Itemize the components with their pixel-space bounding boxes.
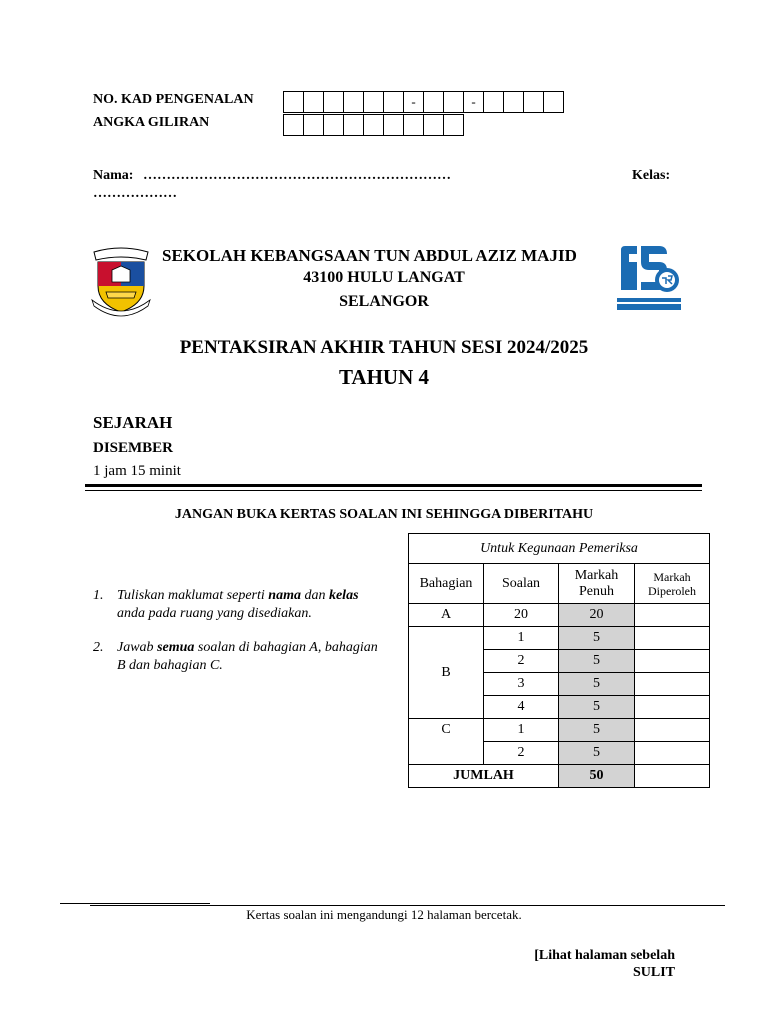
exam-year: TAHUN 4 (338, 365, 430, 389)
divider-thin (85, 490, 702, 491)
id-digit-box[interactable] (363, 91, 384, 113)
class-label: Kelas: (632, 168, 671, 183)
id-digit-box[interactable] (483, 91, 504, 113)
obtained-marks-cell[interactable] (635, 719, 710, 742)
examiner-marks-table (408, 533, 710, 788)
header-section: Bahagian (409, 564, 484, 604)
id-digit-box[interactable] (543, 91, 564, 113)
name-field[interactable] (93, 168, 451, 184)
obtained-marks-cell[interactable] (635, 650, 710, 673)
full-marks: 5 (559, 696, 635, 719)
question-number: 4 (484, 696, 559, 719)
id-digit-box[interactable] (443, 91, 464, 113)
full-marks: 5 (559, 742, 635, 765)
question-number: 1 (484, 719, 559, 742)
table-total-row (409, 765, 710, 788)
id-digit-box[interactable] (503, 91, 524, 113)
id-digit-box[interactable] (303, 91, 324, 113)
instruction-item (93, 587, 383, 623)
full-marks: 5 (559, 719, 635, 742)
question-number: 20 (484, 604, 559, 627)
instruction-number: 1. (93, 588, 104, 603)
instruction-text: anda pada ruang yang disediakan. (117, 606, 312, 621)
name-label: Nama: (93, 168, 134, 183)
school-name: SEKOLAH KEBANGSAAN TUN ABDUL AZIZ MAJID (162, 246, 577, 265)
full-marks: 5 (559, 650, 635, 673)
table-title: Untuk Kegunaan Pemeriksa (409, 534, 710, 564)
question-number: 2 (484, 650, 559, 673)
table-row (409, 627, 710, 650)
id-digit-box[interactable] (383, 91, 404, 113)
header-obtained-marks: Markah Diperoleh (635, 564, 710, 604)
instruction-bold: nama (268, 588, 301, 603)
section-c: C (409, 719, 484, 765)
instruction-bold: semua (157, 640, 195, 655)
header-full-marks: Markah Penuh (559, 564, 635, 604)
question-number: 1 (484, 627, 559, 650)
id-digit-box[interactable] (343, 114, 364, 136)
question-number: 2 (484, 742, 559, 765)
ic-number-boxes[interactable] (283, 91, 564, 113)
exam-duration: 1 jam 15 minit (93, 463, 181, 479)
instructions-list (93, 587, 383, 691)
obtained-marks-cell[interactable] (635, 604, 710, 627)
full-marks: 5 (559, 673, 635, 696)
roll-label: ANGKA GILIRAN (93, 115, 210, 130)
instruction-item (93, 639, 383, 675)
id-digit-box[interactable] (343, 91, 364, 113)
instruction-text: Tuliskan maklumat seperti (117, 588, 269, 603)
name-dots: ………………………………………………………… (142, 168, 451, 183)
id-digit-box[interactable] (383, 114, 404, 136)
instruction-bold: kelas (328, 588, 359, 603)
obtained-marks-cell[interactable] (635, 627, 710, 650)
obtained-marks-cell[interactable] (635, 742, 710, 765)
id-digit-box[interactable] (403, 114, 424, 136)
divider-thick (85, 484, 702, 487)
id-digit-box[interactable] (523, 91, 544, 113)
instruction-text: Jawab (117, 640, 158, 655)
section-a: A (409, 604, 484, 627)
table-row (409, 719, 710, 742)
school-state: SELANGOR (339, 293, 429, 310)
full-marks: 20 (559, 604, 635, 627)
footer-rule-left (60, 903, 210, 904)
roll-number-boxes[interactable] (283, 114, 464, 136)
next-page-note: [Lihat halaman sebelah (534, 948, 675, 963)
class-dots[interactable]: ……………… (93, 186, 177, 201)
classification-label: SULIT (632, 965, 675, 980)
obtained-marks-cell[interactable] (635, 673, 710, 696)
question-number: 3 (484, 673, 559, 696)
id-digit-box[interactable]: - (463, 91, 484, 113)
id-digit-box[interactable] (283, 91, 304, 113)
exam-title: PENTAKSIRAN AKHIR TAHUN SESI 2024/2025 (179, 337, 589, 358)
obtained-marks-cell[interactable] (635, 696, 710, 719)
total-value: 50 (559, 765, 635, 788)
school-postcode-town: 43100 HULU LANGAT (303, 269, 465, 286)
total-obtained-cell[interactable] (635, 765, 710, 788)
section-b: B (409, 627, 484, 719)
page-count-text: Kertas soalan ini mengandungi 12 halaman bercetak (246, 907, 519, 922)
instruction-text: dan (300, 588, 329, 603)
warning-text: JANGAN BUKA KERTAS SOALAN INI SEHINGGA DIBERITAHU (174, 507, 594, 522)
id-digit-box[interactable] (423, 91, 444, 113)
id-digit-box[interactable] (423, 114, 444, 136)
total-label: JUMLAH (409, 765, 559, 788)
exam-month: DISEMBER (93, 440, 174, 456)
ic-label: NO. KAD PENGENALAN (93, 92, 254, 107)
id-digit-box[interactable]: - (403, 91, 424, 113)
instruction-text: soalan di bahagian A, bahagian B dan bahagian C. (117, 640, 378, 673)
id-digit-box[interactable] (283, 114, 304, 136)
id-digit-box[interactable] (303, 114, 324, 136)
table-row (409, 604, 710, 627)
id-digit-box[interactable] (323, 114, 344, 136)
subject: SEJARAH (93, 413, 173, 432)
instruction-number: 2. (93, 640, 104, 655)
id-digit-box[interactable] (443, 114, 464, 136)
full-marks: 5 (559, 627, 635, 650)
id-digit-box[interactable] (363, 114, 384, 136)
page-count-note: Kertas soalan ini mengandungi 12 halaman bercetak. (246, 907, 522, 922)
id-digit-box[interactable] (323, 91, 344, 113)
footer-rule-right (90, 905, 725, 906)
header-question: Soalan (484, 564, 559, 604)
